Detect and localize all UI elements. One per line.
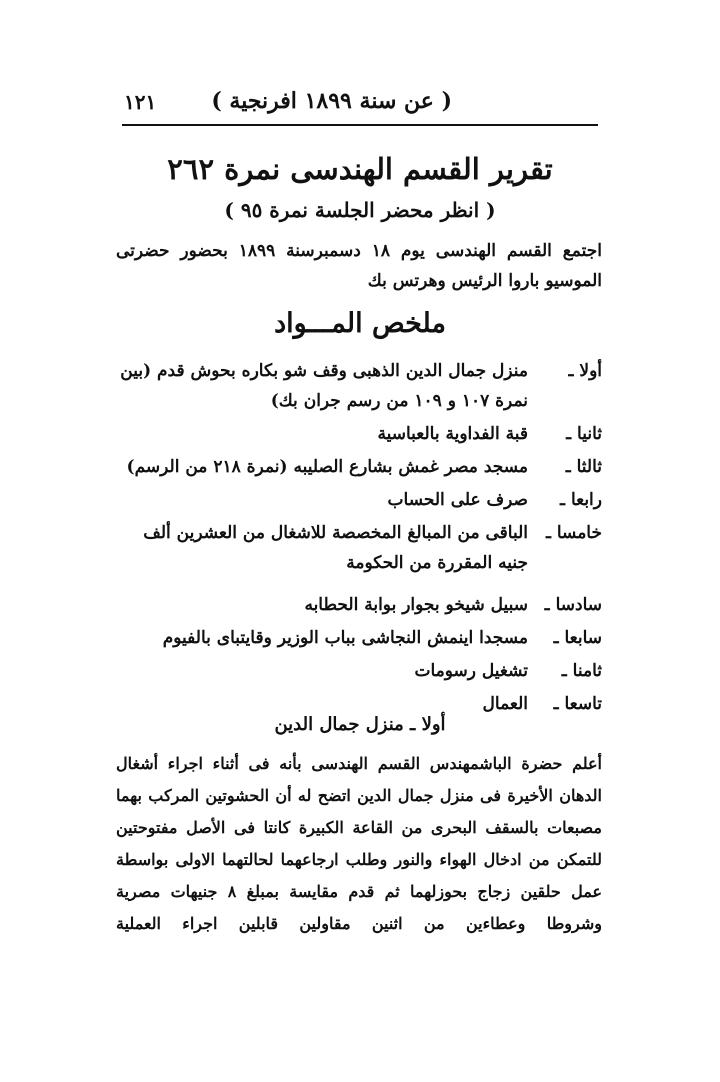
item-ordinal: ثالثا ـ (565, 457, 602, 477)
summary-list (116, 356, 602, 722)
running-header (122, 86, 600, 120)
summary-item (116, 419, 602, 449)
item-text: مسجد مصر غمش بشارع الصليبه (نمرة ٢١٨ من الرسم) (126, 457, 528, 477)
item-text: العمال (482, 694, 528, 714)
summary-item (116, 518, 602, 578)
item-text: سبيل شيخو بجوار بوابة الحطابه (304, 595, 528, 615)
summary-item (116, 590, 602, 620)
summary-item (116, 656, 602, 686)
intro-paragraph: اجتمع القسم الهندسى يوم ١٨ دسمبرسنة ١٨٩٩ بحضور حضرتى الموسيو باروا الرئيس وهرتس بك (116, 241, 602, 291)
item-text: مسجدا اينمش النجاشى بباب الوزير وقايتباى بالفيوم (162, 628, 528, 648)
summary-item (116, 452, 602, 482)
item-ordinal: ثامنا ـ (561, 661, 602, 681)
summary-heading: ملخص المـــواد (274, 308, 446, 339)
summary-item (116, 485, 602, 515)
running-title: ( عن سنة ١٨٩٩ افرنجية ) (211, 88, 452, 114)
item-ordinal: ثانيا ـ (566, 424, 602, 444)
header-rule (122, 124, 598, 126)
item-ordinal: سابعا ـ (553, 628, 602, 648)
summary-item (116, 356, 602, 416)
report-subtitle: ( انظر محضر الجلسة نمرة ٩٥ ) (224, 198, 496, 222)
item-ordinal: تاسعا ـ (553, 694, 602, 714)
item-text: تشغيل رسومات (414, 661, 528, 681)
item-ordinal: رابعا ـ (560, 490, 602, 510)
report-title: تقرير القسم الهندسى نمرة ٢٦٢ (167, 152, 553, 186)
item-text: الباقى من المبالغ المخصصة للاشغال من العشرين ألف جنيه المقررة من الحكومة (143, 523, 528, 573)
item-ordinal: أولا ـ (568, 361, 602, 381)
section-one-body: أعلم حضرة الباشمهندس القسم الهندسى بأنه فى أثناء اجراء أشغال الدهان الأخيرة فى منزل جمال الدين اتضح له أن الحشوتين المركب بهما مصبعات بالسقف البحرى من القاعة الكبيرة كانتا فى الأصل مفتوحتين للتمكن من ادخال الهواء والنور وطلب ارجاعهما لحالتهما الاولى بواسطة عمل حلقين زجاج بحوزلهما ثم قدم مقايسة بمبلغ ٨ جنيهات مصرية وشروطا وعطاءين من اثنين مقاولين قابلين اجراء العملية (116, 754, 602, 933)
item-text: صرف على الحساب (387, 490, 528, 510)
page-number: ١٢١ (124, 90, 157, 114)
section-one-heading: أولا ـ منزل جمال الدين (274, 714, 446, 735)
item-text: قبة الفداوية بالعباسية (377, 424, 528, 444)
summary-item (116, 623, 602, 653)
item-ordinal: خامسا ـ (545, 523, 602, 543)
item-ordinal: سادسا ـ (544, 595, 602, 615)
item-text: منزل جمال الدين الذهبى وقف شو بكاره بحوش قدم (بين نمرة ١٠٧ و ١٠٩ من رسم جران بك) (120, 361, 528, 411)
